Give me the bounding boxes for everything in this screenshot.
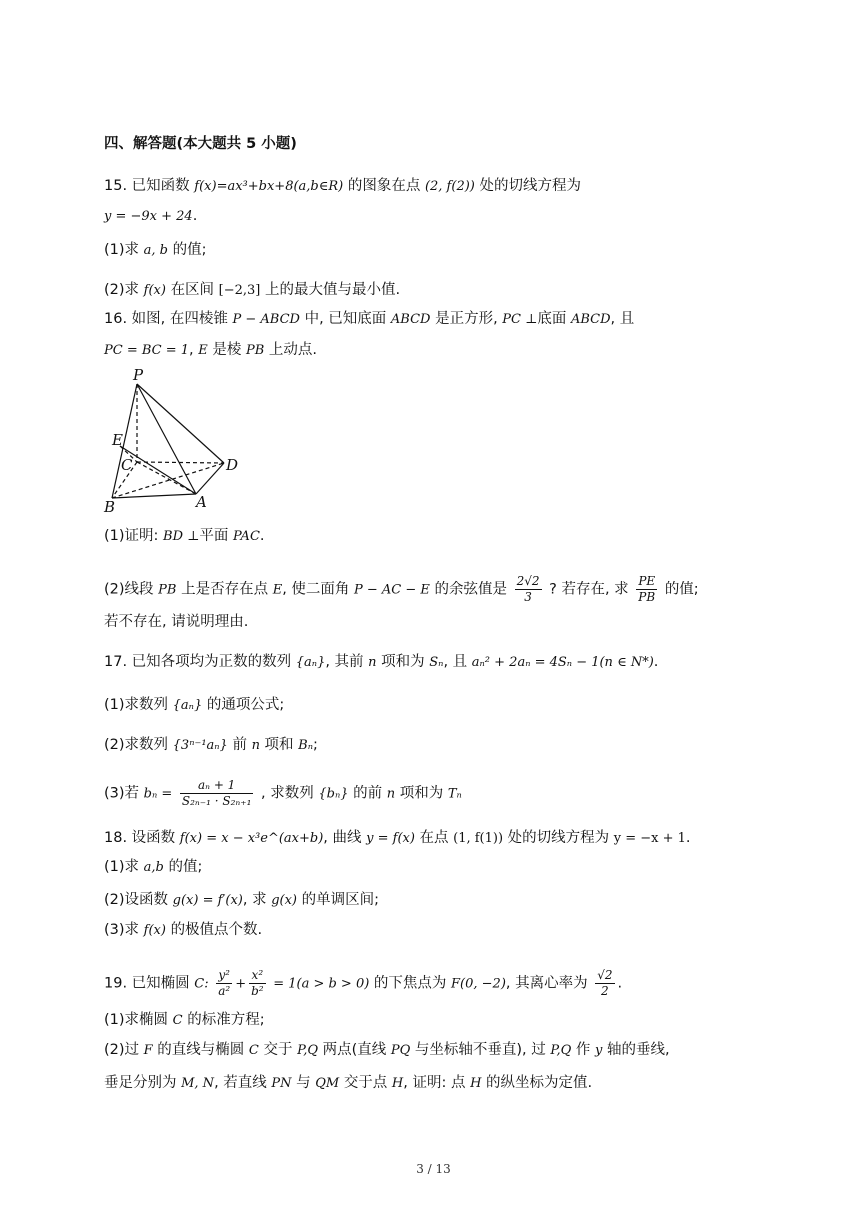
q19-part-2-continued: 垂足分别为 M, N, 若直线 PN 与 QM 交于点 H, 证明: 点 H 的纵坐标为定值. [104, 1075, 593, 1091]
vertex-label-e: E [112, 431, 123, 449]
vertex-label-d: D [226, 456, 239, 474]
page-number: 3 / 13 [416, 1162, 451, 1176]
q18-part-3: (3)求 f(x) 的极值点个数. [104, 922, 263, 938]
q17-part-1: (1)求数列 {aₙ} 的通项公式; [104, 697, 285, 713]
q15-tangent-line: y = −9x + 24. [104, 208, 198, 224]
q19-stem: 19. 已知椭圆 C: $\frac{\text{y²}}{\text{a²}}$ + $\frac{\text{x²}}{\text{b²}}$ = 1(a > b > 0) 的下焦点为 F(0, −2), 其离心率为 $\frac{√2}{2}$ . [104, 968, 623, 998]
q19-part-2: (2)过 F 的直线与椭圆 C 交于 P,Q 两点(直线 PQ 与坐标轴不垂直), 过 P,Q 作 y 轴的垂线, [104, 1042, 670, 1058]
vertex-label-c: C [121, 456, 133, 474]
q15-function-formula: f(x)=ax³+bx+8(a,b∈R) [194, 179, 344, 194]
q17-part-2: (2)求数列 {3ⁿ⁻¹aₙ} 前 n 项和 Bₙ; [104, 737, 318, 753]
x-squared-fraction: $\frac{\text{x²}}{\text{b²}}$ [251, 968, 264, 998]
q18-stem: 18. 设函数 f(x) = x − x³e^(ax+b), 曲线 y = f(x) 在点 (1, f(1)) 处的切线方程为 y = −x + 1. [104, 830, 691, 846]
q15-stem: 15. 已知函数 f(x)=ax³+bx+8(a,b∈R) 的图象在点 (2, f(2)) 处的切线方程为 [104, 178, 581, 194]
eccentricity-fraction: $\frac{√2}{2}$ [597, 968, 613, 998]
q15-point: (2, f(2)) [424, 179, 475, 194]
q17-stem: 17. 已知各项均为正数的数列 {aₙ}, 其前 n 项和为 Sₙ, 且 aₙ² + 2aₙ = 4Sₙ − 1(n ∈ N*). [104, 654, 659, 670]
vertex-label-a: A [196, 493, 207, 511]
q18-part-1: (1)求 a,b 的值; [104, 859, 203, 875]
q16-part-2-continued: 若不存在, 请说明理由. [104, 614, 249, 630]
vertex-label-b: B [104, 498, 116, 516]
pe-pb-fraction: $\frac{PE}{PB}$ [638, 574, 656, 604]
q15-part-1: (1)求 a, b 的值; [104, 242, 207, 258]
section-heading: 四、解答题(本大题共 5 小题) [104, 136, 297, 152]
cosine-value-fraction: $\frac{2√2}{3}$ [516, 574, 540, 604]
pyramid-figure [100, 366, 260, 516]
q16-part-2: (2)线段 PB 上是否存在点 E, 使二面角 P − AC − E 的余弦值是 $\frac{2√2}{3}$ ? 若存在, 求 $\frac{PE}{PB}$ 的值; [104, 574, 699, 604]
q17-part-3: (3)若 bₙ = $\frac{\text{aₙ + 1}}{\text{S₂ₙ₋₁ · S₂ₙ₊₁}}$ , 求数列 {bₙ} 的前 n 项和为 Tₙ [104, 778, 462, 808]
q16-stem-continued: PC = BC = 1, E 是棱 PB 上动点. [104, 342, 317, 358]
q16-stem: 16. 如图, 在四棱锥 P − ABCD 中, 已知底面 ABCD 是正方形, PC ⊥底面 ABCD, 且 [104, 311, 635, 327]
q16-part-1: (1)证明: BD ⊥平面 PAC. [104, 528, 265, 544]
bn-fraction: $\frac{\text{aₙ + 1}}{\text{S₂ₙ₋₁ · S₂ₙ₊₁}}$ [181, 778, 252, 808]
q18-part-2: (2)设函数 g(x) = f′(x), 求 g(x) 的单调区间; [104, 892, 379, 908]
q19-part-1: (1)求椭圆 C 的标准方程; [104, 1012, 265, 1028]
y-squared-fraction: $\frac{\text{y²}}{\text{a²}}$ [218, 968, 231, 998]
q15-part-2: (2)求 f(x) 在区间 [−2,3] 上的最大值与最小值. [104, 282, 401, 298]
vertex-label-p: P [133, 366, 144, 384]
